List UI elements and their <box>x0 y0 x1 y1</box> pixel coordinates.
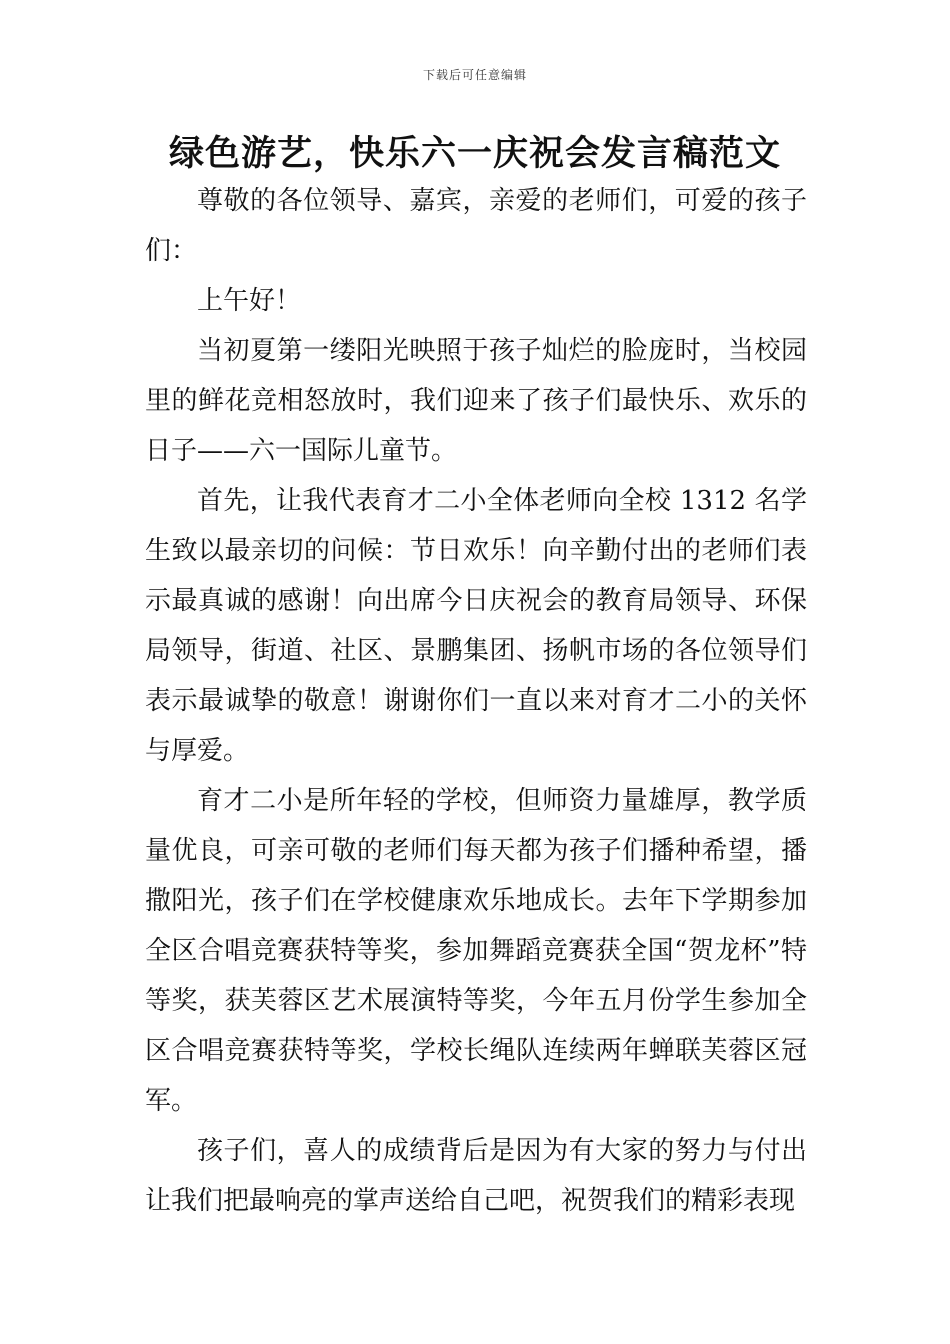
paragraph-applause: 孩子们，喜人的成绩背后是因为有大家的努力与付出让我们把最响亮的掌声送给自己吧，祝贺我们的精彩表现 <box>145 1136 807 1216</box>
paragraph-good-morning: 上午好！ <box>197 286 302 316</box>
paragraph-childrens-day: 当初夏第一缕阳光映照于孩子灿烂的脸庞时，当校园里的鲜花竞相怒放时，我们迎来了孩子们最快乐、欢乐的日子——六一国际儿童节。 <box>145 336 807 466</box>
document-title: 绿色游艺，快乐六一庆祝会发言稿范文 <box>168 134 781 174</box>
paragraph-greeting: 尊敬的各位领导、嘉宾，亲爱的老师们，可爱的孩子们： <box>145 186 807 266</box>
header-note: 下载后可任意编辑 <box>422 68 527 82</box>
document-body <box>145 176 807 1226</box>
paragraph-thanks: 首先，让我代表育才二小全体老师向全校 1312 名学生致以最亲切的问候：节日欢乐！向辛勤付出的老师们表示最真诚的感谢！向出席今日庆祝会的教育局领导、环保局领导，街道、社区、景鹏集团、扬帆市场的各位领导们表示最诚挚的敬意！谢谢你们一直以来对育才二小的关怀与厚爱。 <box>145 486 807 766</box>
paragraph-school-achievements: 育才二小是所年轻的学校，但师资力量雄厚，教学质量优良，可亲可敬的老师们每天都为孩子们播种希望，播撒阳光，孩子们在学校健康欢乐地成长。去年下学期参加全区合唱竞赛获特等奖，参加舞蹈竞赛获全国“贺龙杯”特等奖，获芙蓉区艺术展演特等奖，今年五月份学生参加全区合唱竞赛获特等奖，学校长绳队连续两年蝉联芙蓉区冠军。 <box>145 786 807 1116</box>
